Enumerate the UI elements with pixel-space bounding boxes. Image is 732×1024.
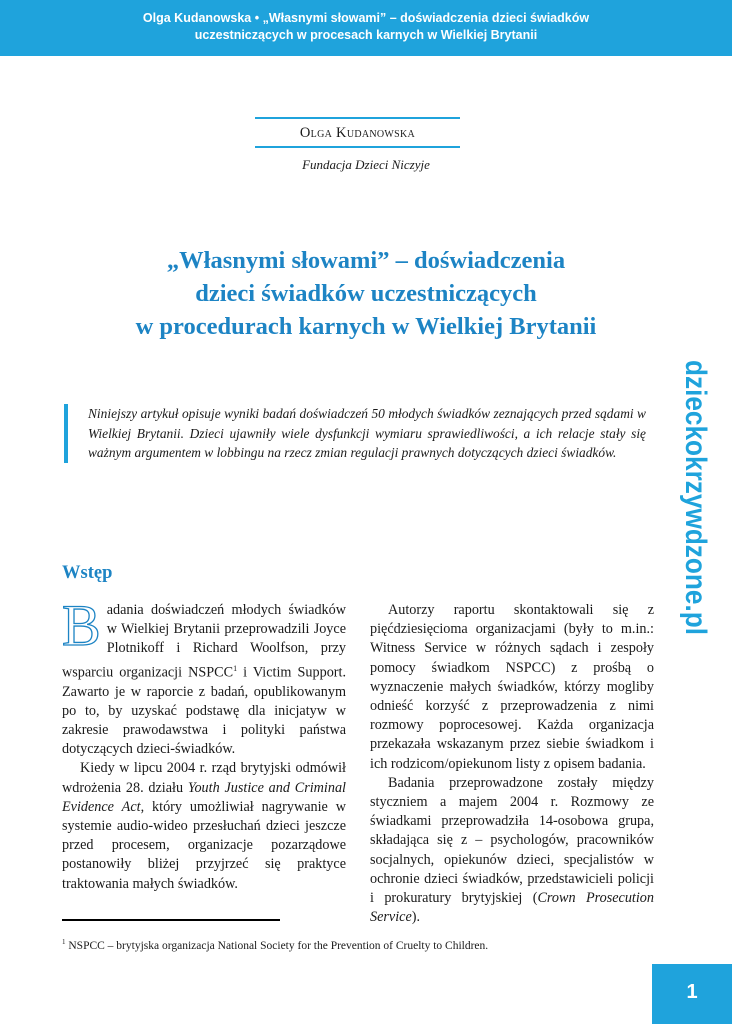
- footnote-text: NSPCC – brytyjska organizacja National Society for the Prevention of Cruelty to Children.: [65, 939, 489, 952]
- title-line-1: „Własnymi słowami” – doświadczenia: [166, 247, 566, 274]
- left-p1-text-a: adania doświadczeń młodych świadków w Wielkiej Brytanii przeprowadzili Joyce Plotnikoff i Richard Woolfson, przy wsparciu organizacji NSPCC: [62, 602, 346, 681]
- footnote-rule: [62, 919, 280, 921]
- left-p1-text-b: i Victim Support. Zawarto je w raporcie z badań, opublikowanym po to, by uzyskać podstawę dla inicjatyw w zakresie prawodawstwa i polityki państwa dotyczących dzieci-świadków.: [62, 664, 346, 758]
- act-name: Youth Justice and Criminal Evidence Act: [62, 779, 346, 815]
- right-paragraph-2: [370, 774, 654, 928]
- footnote: [62, 938, 662, 952]
- article-title: [40, 244, 692, 343]
- left-p2-text-a: Kiedy w lipcu 2004 r. rząd brytyjski odmówił wdrożenia 28. działu: [62, 760, 346, 796]
- author-block: [255, 117, 460, 148]
- right-column: [370, 601, 654, 927]
- right-p2-text-b: ).: [411, 909, 421, 926]
- footnote-reference[interactable]: 1: [233, 663, 238, 673]
- running-header-line-2: uczestniczących w procesach karnych w Wielkiej Brytanii: [194, 28, 538, 42]
- running-header-line-1: Olga Kudanowska • „Własnymi słowami” – doświadczenia dzieci świadków: [142, 11, 590, 25]
- right-p2-text-a: Badania przeprowadzone zostały między styczniem a majem 2004 r. Rozmowy ze świadkami przeprowadziła 14-osobowa grupa, składająca się z – psychologów, pracowników socjalnych, opiekunów dzieci, specjalistów w ochronie dzieci świadków, przedstawicieli policji i prokuratury brytyjskiej (: [370, 774, 654, 907]
- author-bottom-rule: [255, 146, 460, 148]
- drop-cap: B: [62, 593, 101, 658]
- left-p2-text-b: , który umożliwiał nagrywanie w systemie audio-wideo przesłuchań dzieci jeszcze przed procesem, organizacje pozarządowe postanowiły bliżej przyjrzeć się praktyce traktowania małych świadków.: [62, 798, 346, 892]
- page-number: 1: [652, 964, 732, 1024]
- author-name: Olga Kudanowska: [299, 125, 416, 141]
- section-heading: Wstęp: [62, 563, 113, 583]
- left-column: [62, 593, 346, 894]
- footnote-mark: 1: [62, 938, 66, 946]
- cps-name: Crown Prosecution Service: [370, 890, 654, 926]
- right-paragraph-1: Autorzy raportu skontaktowali się z pięćdziesięcioma organizacjami (były to m.in.: Witness Service w różnych sądach i zespoły pomocy świadkom NSPCC) z prośbą o wyznaczenie małych świadków, którzy mogliby odnieść korzyść z przeprowadzenia z nimi rozmowy poprocesowej. Każda organizacja przekazała wskazanym przez siebie świadkom i ich rodzicom/opiekunom listy z opisem badania.: [370, 602, 654, 772]
- abstract: Niniejszy artykuł opisuje wyniki badań doświadczeń 50 młodych świadków zeznających przed sądami w Wielkiej Brytanii. Dzieci ujawniły wiele dysfunkcji wymiaru sprawiedliwości, a ich relacje stały się ważnym argumentem w lobbingu na rzecz zmian regulacji prawnych dotyczących dzieci świadków.: [64, 404, 646, 463]
- side-brand-svg: [672, 360, 722, 635]
- left-paragraph-2: [62, 759, 346, 893]
- side-brand-logo: [672, 360, 722, 635]
- title-line-3: w procedurach karnych w Wielkiej Brytanii: [135, 313, 597, 340]
- running-header: [0, 0, 732, 56]
- affiliation: Fundacja Dzieci Niczyje: [302, 157, 430, 172]
- title-line-2: dzieci świadków uczestniczących: [195, 280, 537, 307]
- side-brand-text: dzieckokrzywdzone.pl: [679, 360, 712, 635]
- left-paragraph-1: [62, 593, 346, 759]
